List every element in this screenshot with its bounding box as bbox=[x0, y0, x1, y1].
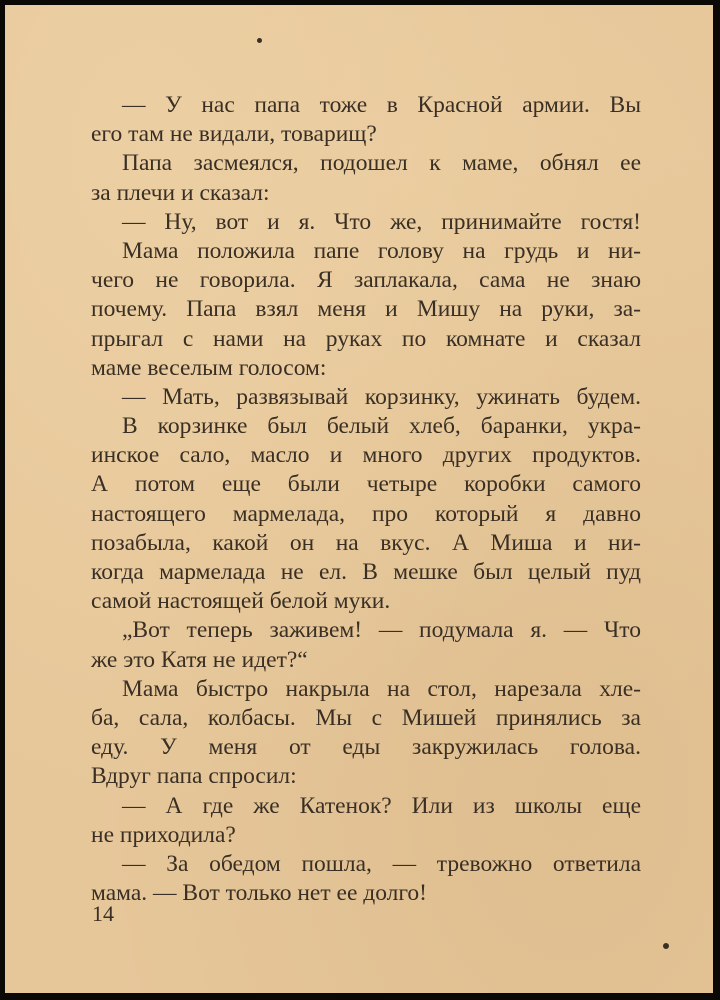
text-line: Мама быстро накрыла на стол, нарезала хле- bbox=[122, 675, 641, 702]
text-line: — За обедом пошла, — тревожно ответила bbox=[122, 850, 641, 877]
text-line: прыгал с нами на руках по комнате и сказал bbox=[91, 325, 641, 352]
text-line: инское сало, масло и много других продуктов. bbox=[91, 442, 641, 469]
book-page bbox=[5, 5, 713, 993]
text-line: его там не видали, товарищ? bbox=[91, 121, 377, 148]
paper-speck bbox=[257, 38, 262, 43]
text-line: Мама положила папе голову на грудь и ни- bbox=[122, 237, 641, 264]
text-line: Папа засмеялся, подошел к маме, обнял ее bbox=[122, 150, 641, 177]
paper-speck bbox=[663, 943, 669, 949]
text-line: за плечи и сказал: bbox=[91, 179, 270, 206]
text-line: еду. У меня от еды закружилась голова. bbox=[91, 734, 641, 761]
text-line: чего не говорила. Я заплакала, сама не знаю bbox=[91, 267, 641, 294]
text-line: самой настоящей белой муки. bbox=[91, 588, 391, 615]
text-line: А потом еще были четыре коробки самого bbox=[91, 471, 641, 498]
text-line: настоящего мармелада, про который я давно bbox=[91, 500, 641, 527]
page-number: 14 bbox=[92, 901, 114, 926]
body-text bbox=[91, 91, 641, 908]
text-line: Вдруг папа спросил: bbox=[91, 763, 297, 790]
text-line: — У нас папа тоже в Красной армии. Вы bbox=[122, 92, 641, 118]
text-line: — Ну, вот и я. Что же, принимайте гостя! bbox=[122, 208, 641, 235]
text-line: — Мать, развязывай корзинку, ужинать будем. bbox=[122, 383, 641, 410]
text-line: не приходила? bbox=[91, 821, 236, 848]
text-line: когда мармелада не ел. В мешке был целый пуд bbox=[91, 559, 641, 585]
text-line: маме веселым голосом: bbox=[91, 354, 327, 381]
text-line: — А где же Катенок? Или из школы еще bbox=[122, 792, 641, 819]
text-line: почему. Папа взял меня и Мишу на руки, за- bbox=[91, 296, 641, 323]
text-line: мама. — Вот только нет ее долго! bbox=[91, 880, 427, 907]
text-line: В корзинке был белый хлеб, баранки, укра- bbox=[122, 413, 641, 440]
text-line: „Вот теперь заживем! — подумала я. — Что bbox=[122, 617, 641, 644]
text-line: же это Катя не идет?“ bbox=[91, 646, 308, 673]
text-line: позабыла, какой он на вкус. А Миша и ни- bbox=[91, 529, 641, 556]
text-line: ба, сала, колбасы. Мы с Мишей принялись за bbox=[91, 704, 641, 731]
